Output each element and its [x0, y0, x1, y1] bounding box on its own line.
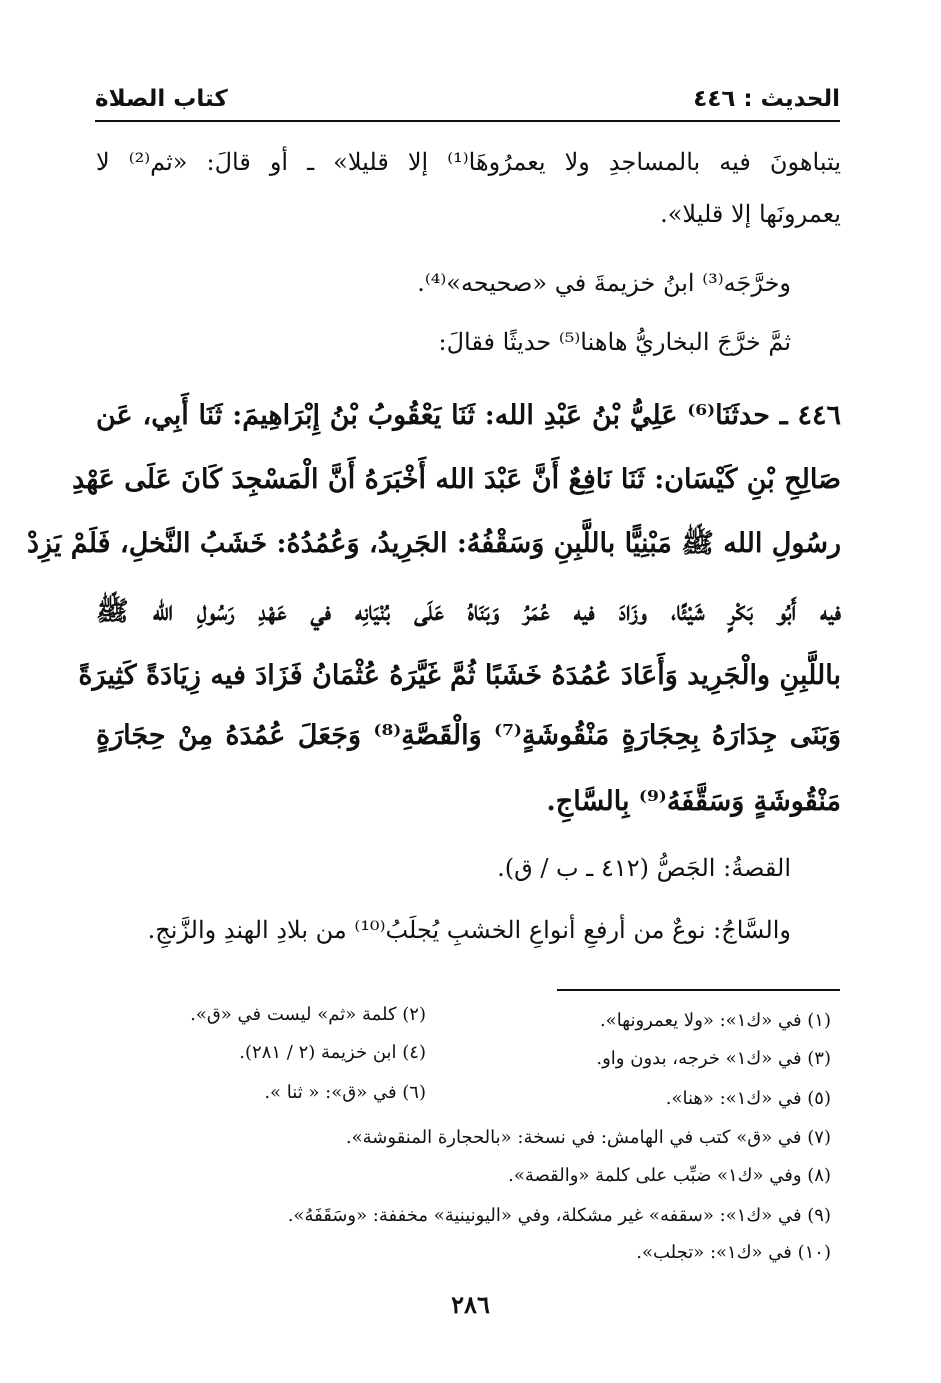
body-line: وخرَّجَه⁽³⁾ ابنُ خزيمةَ في «صحيحه»⁽⁴⁾.	[417, 269, 791, 297]
hadith-line: باللَّبِنِ والْجَرِيد وَأَعَادَ عُمُدَهُ خَشَبًا ثُمَّ غَيَّرَهُ عُثْمَانُ فَزَادَ فيه زِيَادَةً كَثِيرَةً	[78, 660, 841, 691]
footnote: (٩) في «ك١»: «سقفه» غير مشكلة، وفي «اليونينية» مخففة: «وسَقَفَهُ».	[287, 1205, 831, 1226]
footnote-separator	[557, 989, 840, 991]
hadith-number-label: الحديث : ٤٤٦	[693, 86, 840, 112]
footnote: (٨) وفي «ك١» ضبِّب على كلمة «والقصة».	[508, 1165, 831, 1186]
hadith-line: فيه أَبُو بَكْرٍ شَيْئًا، وزَادَ فيه عُمَرُ وَبَنَاهُ عَلَى بُنْيَانِه في عَهْدِ رَسُولِ الله ﷺ	[96, 596, 841, 627]
hadith-line: مَنْقُوشَةٍ وَسَقَّفَهُ⁽⁹⁾ بِالسَّاجِ.	[546, 786, 841, 817]
body-line: يتباهونَ فيه بالمساجدِ ولا يعمرُوهَا⁽¹⁾ إلا قليلا» ـ أو قالَ: «ثم⁽²⁾ لا	[96, 148, 841, 176]
hadith-line: صَالِحِ بْنِ كَيْسَان: ثَنَا نَافِعٌ أَنَّ عَبْدَ الله أَخْبَرَهُ أَنَّ الْمَسْجِدَ كَانَ عَلَى عَهْدِ	[72, 464, 841, 495]
footnote: (٤) ابن خزيمة (٢ / ٢٨١).	[239, 1042, 426, 1063]
footnote: (١٠) في «ك١»: «تجلب».	[636, 1242, 831, 1263]
page-header	[95, 86, 840, 122]
body-line: ثمَّ خرَّجَ البخاريُّ هاهنا⁽⁵⁾ حديثًا فقالَ:	[438, 328, 791, 356]
footnote: (٦) في «ق»: « ثنا ».	[264, 1082, 426, 1103]
hadith-line: رسُولِ الله ﷺ مَبْنِيًّا باللَّبِنِ وَسَقْفُهُ: الجَرِيدُ، وَعُمُدُهُ: خَشَبُ النَّخلِ، فَلَمْ يَزِدْ	[26, 528, 841, 559]
gloss-line: والسَّاجُ: نوعٌ من أرفعِ أنواعِ الخشبِ يُجلَبُ⁽¹⁰⁾ من بلادِ الهندِ والزَّنجِ.	[147, 916, 791, 944]
body-line: يعمرونَها إلا قليلا».	[660, 200, 841, 228]
book-title: كتاب الصلاة	[95, 86, 228, 112]
page-number: ٢٨٦	[451, 1290, 490, 1319]
hadith-line: وَبَنَى جِدَارَهُ بِحِجَارَةٍ مَنْقُوشَةٍ⁽⁷⁾ وَالْقَصَّةِ⁽⁸⁾ وَجَعَلَ عُمُدَهُ مِنْ حِجَارَةٍ	[96, 720, 841, 751]
gloss-line: القصةُ: الجَصُّ (٤١٢ ـ ب / ق).	[497, 854, 791, 882]
hadith-line: ٤٤٦ ـ حدثَنَا⁽⁶⁾ عَلِيُّ بْنُ عَبْدِ الله: ثَنَا يَعْقُوبُ بْنُ إِبْرَاهِيمَ: ثَنَا أَبِي، عَن	[96, 400, 841, 431]
footnote: (٢) كلمة «ثم» ليست في «ق».	[190, 1004, 426, 1025]
footnote: (١) في «ك١»: «ولا يعمرونها».	[599, 1010, 831, 1031]
footnote: (٧) في «ق» كتب في الهامش: في نسخة: «بالحجارة المنقوشة».	[345, 1127, 831, 1148]
footnote: (٣) في «ك١» خرجه، بدون واو.	[596, 1048, 831, 1069]
footnote: (٥) في «ك١»: «هنا».	[665, 1088, 831, 1109]
